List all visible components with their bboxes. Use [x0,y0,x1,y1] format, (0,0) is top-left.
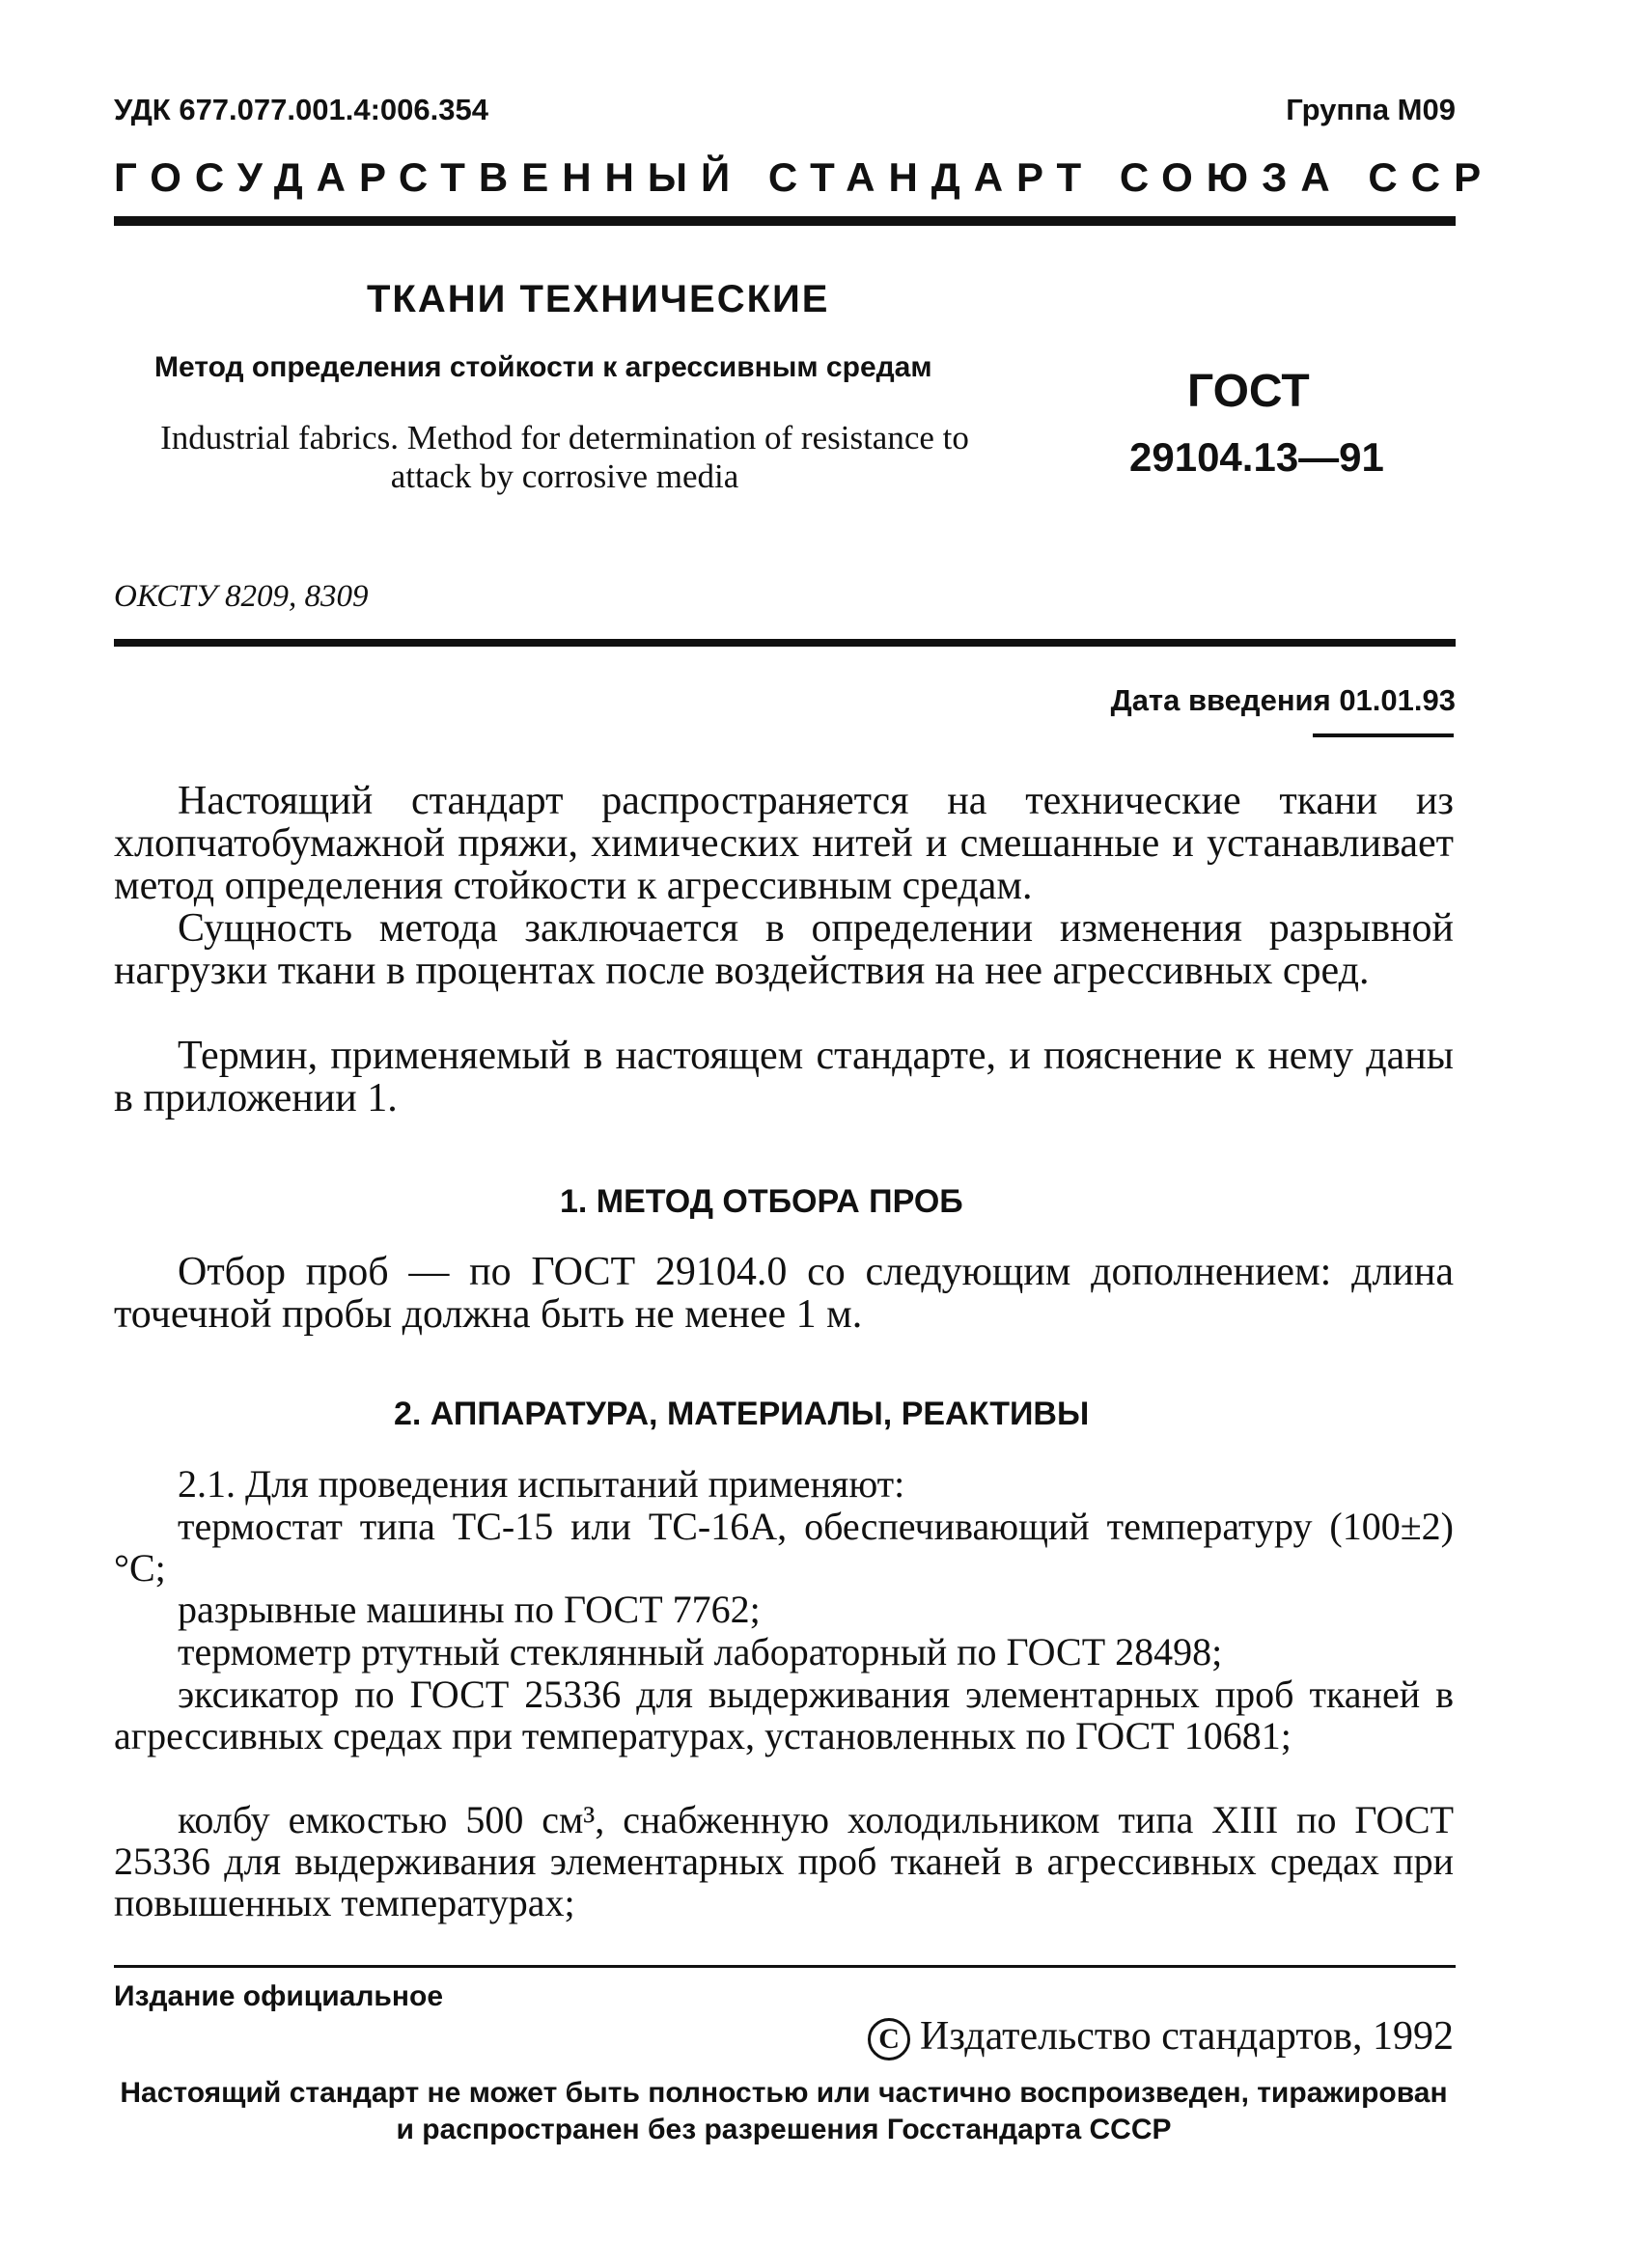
reproduction-notice: Настоящий стандарт не может быть полностью или частично воспроизведен, тиражирован и распространен без разрешения Госстандарта СССР [120,2077,1448,2145]
middle-thick-rule [114,639,1456,647]
equipment-list-item: термометр ртутный стеклянный лабораторный по ГОСТ 28498; [178,1630,1223,1673]
oksty-code: ОКСТУ 8209, 8309 [114,579,369,614]
state-standard-banner: ГОСУДАРСТВЕННЫЙ СТАНДАРТ СОЮЗА ССР [114,154,1495,200]
intro-paragraph: Термин, применяемый в настоящем стандарте, и пояснение к нему даны в приложении 1. [114,1034,1454,1120]
equipment-list-item: разрывные машины по ГОСТ 7762; [178,1588,761,1631]
intro-paragraph: Сущность метода заключается в определении изменения разрывной нагрузки ткани в процентах после воздействия на нее агрессивных сред. [114,906,1454,993]
copyright-icon: С [868,2018,910,2061]
document-title: ТКАНИ ТЕХНИЧЕСКИЕ [367,278,830,320]
section-heading: 2. АППАРАТУРА, МАТЕРИАЛЫ, РЕАКТИВЫ [394,1396,1090,1432]
footer-rule [114,1965,1456,1968]
section-paragraph: Отбор проб — по ГОСТ 29104.0 со следующим дополнением: длина точечной пробы должна быть не менее 1 м. [114,1250,1454,1337]
equipment-list-item: термостат типа ТС-15 или ТС-16А, обеспечивающий температуру (100±2) °С; [114,1505,1454,1590]
section-heading: 1. МЕТОД ОТБОРА ПРОБ [560,1183,963,1220]
equipment-list-item: 2.1. Для проведения испытаний применяют: [178,1462,905,1506]
date-underline [1313,733,1454,737]
official-edition-label: Издание официальное [114,1980,444,2012]
gost-label: ГОСТ [1187,366,1310,417]
publisher-text: Издательство стандартов, 1992 [920,2014,1454,2059]
intro-paragraph: Настоящий стандарт распространяется на технические ткани из хлопчатобумажной пряжи, химических нитей и смешанные и устанавливает метод определения стойкости к агрессивным средам. [114,779,1454,908]
english-title: Industrial fabrics. Method for determination of resistance to attack by corrosive media [160,419,969,495]
copyright-line [868,2013,1454,2061]
equipment-list-item: эксикатор по ГОСТ 25336 для выдерживания элементарных проб тканей в агрессивных средах при температурах, установленных по ГОСТ 10681; [114,1673,1454,1757]
group-code: Группа М09 [1286,93,1456,126]
introduction-date: Дата введения 01.01.93 [1110,683,1456,717]
udk-code: УДК 677.077.001.4:006.354 [114,93,488,126]
gost-number: 29104.13—91 [1129,434,1384,480]
document-subtitle: Метод определения стойкости к агрессивным средам [154,351,932,383]
top-thick-rule [114,216,1456,226]
equipment-list-item: колбу емкостью 500 см³, снабженную холодильником типа XIII по ГОСТ 25336 для выдерживания элементарных проб тканей в агрессивных средах при повышенных температурах; [114,1798,1454,1924]
